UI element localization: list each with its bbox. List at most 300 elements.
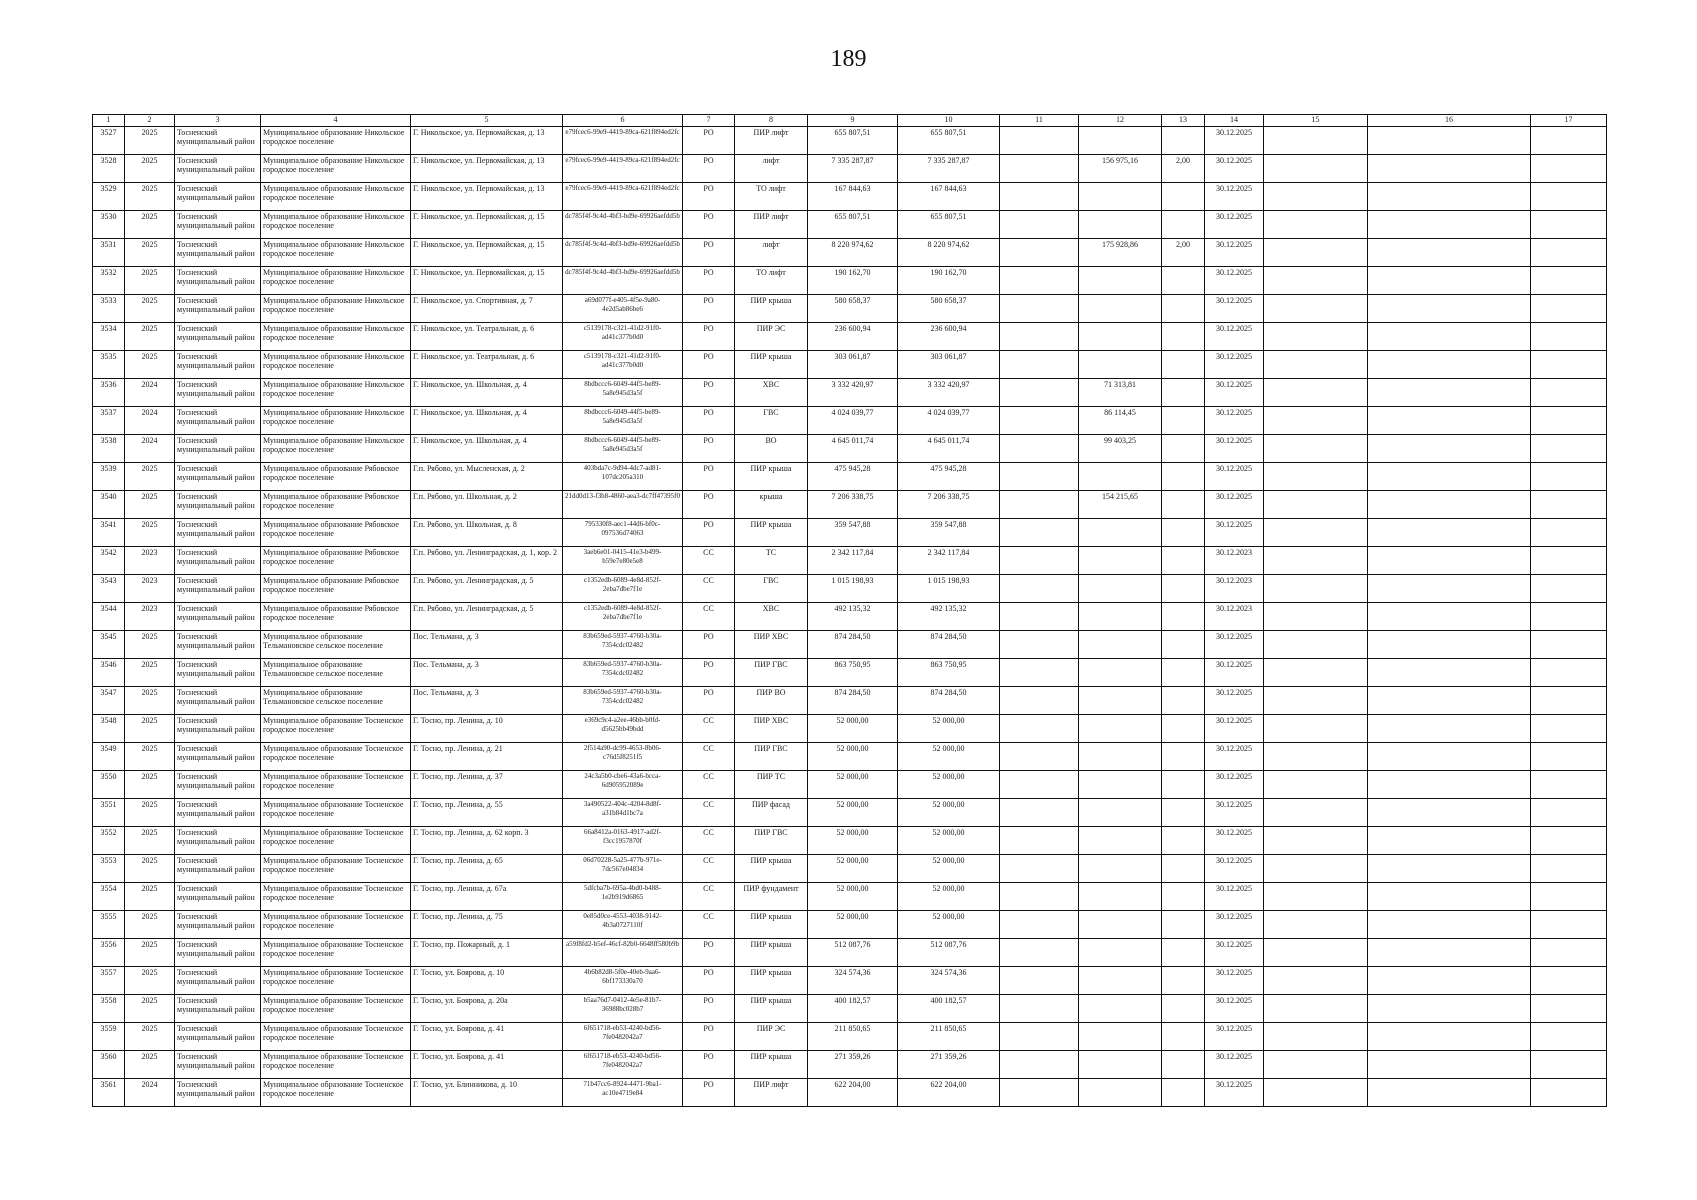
table-cell-col-17	[1531, 1051, 1607, 1079]
table-cell-col-15	[1264, 323, 1368, 351]
table-cell-col-16	[1368, 183, 1531, 211]
table-row	[93, 743, 1607, 771]
table-cell-col-14: 30.12.2025	[1205, 155, 1264, 183]
table-cell-col-14: 30.12.2025	[1205, 883, 1264, 911]
table-cell-col-9: 622 204,00	[808, 1079, 898, 1107]
table-cell-col-4: Муниципальное образование Тосненское городское поселение	[261, 883, 411, 911]
table-cell-col-4: Муниципальное образование Рябовское городское поселение	[261, 519, 411, 547]
table-cell-col-6: e369c9c4-a2ee-46bb-b0fd-d5625bb49bdd	[563, 715, 683, 743]
table-cell-col-11	[1000, 715, 1079, 743]
table-cell-col-7: РО	[683, 631, 735, 659]
table-cell-col-5: Г. Тосно, пр. Пожарный, д. 1	[411, 939, 563, 967]
table-cell-col-14: 30.12.2025	[1205, 1051, 1264, 1079]
table-cell-col-6: 71b47cc6-8924-4471-9ba1-ac10e4719e84	[563, 1079, 683, 1107]
table-cell-col-7: РО	[683, 435, 735, 463]
table-row	[93, 379, 1607, 407]
table-cell-col-7: РО	[683, 687, 735, 715]
table-cell-col-11	[1000, 855, 1079, 883]
table-cell-col-12	[1079, 659, 1162, 687]
table-cell-col-16	[1368, 967, 1531, 995]
column-number-cell: 12	[1079, 115, 1162, 127]
table-row	[93, 827, 1607, 855]
table-cell-col-11	[1000, 771, 1079, 799]
table-cell-col-9: 324 574,36	[808, 967, 898, 995]
table-cell-col-2: 2023	[125, 547, 175, 575]
table-cell-col-15	[1264, 799, 1368, 827]
column-number-cell: 11	[1000, 115, 1079, 127]
table-cell-col-17	[1531, 883, 1607, 911]
table-cell-col-5: Г. Никольское, ул. Школьная, д. 4	[411, 379, 563, 407]
table-cell-col-1: 3530	[93, 211, 125, 239]
table-cell-col-7: СС	[683, 547, 735, 575]
table-cell-col-5: Г. Никольское, ул. Первомайская, д. 13	[411, 127, 563, 155]
table-cell-col-10: 7 206 338,75	[898, 491, 1000, 519]
table-cell-col-15	[1264, 463, 1368, 491]
table-cell-col-6: dc785f4f-9c4d-4bf3-bd9e-69926aefdd5b	[563, 239, 683, 267]
table-cell-col-14: 30.12.2025	[1205, 435, 1264, 463]
table-cell-col-13	[1162, 575, 1205, 603]
table-cell-col-9: 236 600,94	[808, 323, 898, 351]
table-cell-col-6: 83b659ed-5937-4760-b30a-7354cdc02482	[563, 659, 683, 687]
table-cell-col-16	[1368, 799, 1531, 827]
table-cell-col-10: 2 342 117,84	[898, 547, 1000, 575]
table-cell-col-3: Тосненский муниципальный район	[175, 827, 261, 855]
table-cell-col-2: 2025	[125, 155, 175, 183]
table-cell-col-7: РО	[683, 323, 735, 351]
table-row	[93, 715, 1607, 743]
table-cell-col-15	[1264, 211, 1368, 239]
table-cell-col-13	[1162, 295, 1205, 323]
table-cell-col-2: 2025	[125, 351, 175, 379]
column-number-cell: 3	[175, 115, 261, 127]
table-cell-col-2: 2025	[125, 295, 175, 323]
table-cell-col-7: РО	[683, 379, 735, 407]
table-cell-col-6: 83b659ed-5937-4760-b30a-7354cdc02482	[563, 631, 683, 659]
table-cell-col-9: 475 945,28	[808, 463, 898, 491]
table-cell-col-15	[1264, 407, 1368, 435]
table-cell-col-12: 154 215,65	[1079, 491, 1162, 519]
column-number-cell: 2	[125, 115, 175, 127]
table-cell-col-10: 211 850,65	[898, 1023, 1000, 1051]
table-cell-col-11	[1000, 155, 1079, 183]
table-cell-col-7: РО	[683, 1023, 735, 1051]
table-cell-col-6: dc785f4f-9c4d-4bf3-bd9e-69926aefdd5b	[563, 211, 683, 239]
table-cell-col-12	[1079, 1079, 1162, 1107]
table-cell-col-16	[1368, 267, 1531, 295]
table-row	[93, 435, 1607, 463]
table-cell-col-7: СС	[683, 715, 735, 743]
table-cell-col-6: 66a8412a-0163-4917-ad2f-f3cc1957870f	[563, 827, 683, 855]
table-cell-col-2: 2025	[125, 883, 175, 911]
table-cell-col-9: 874 284,50	[808, 631, 898, 659]
table-cell-col-7: СС	[683, 799, 735, 827]
table-cell-col-13	[1162, 1079, 1205, 1107]
table-cell-col-3: Тосненский муниципальный район	[175, 519, 261, 547]
table-cell-col-14: 30.12.2025	[1205, 519, 1264, 547]
table-cell-col-7: РО	[683, 995, 735, 1023]
table-cell-col-6: 2f514a90-dc99-4653-8b06-c76d5f8251f5	[563, 743, 683, 771]
table-cell-col-9: 52 000,00	[808, 715, 898, 743]
table-cell-col-13	[1162, 463, 1205, 491]
table-cell-col-1: 3548	[93, 715, 125, 743]
table-cell-col-17	[1531, 519, 1607, 547]
table-cell-col-7: РО	[683, 127, 735, 155]
table-cell-col-16	[1368, 883, 1531, 911]
table-cell-col-14: 30.12.2025	[1205, 855, 1264, 883]
table-cell-col-2: 2023	[125, 603, 175, 631]
table-cell-col-5: Г. Никольское, ул. Первомайская, д. 13	[411, 183, 563, 211]
table-cell-col-3: Тосненский муниципальный район	[175, 239, 261, 267]
table-cell-col-3: Тосненский муниципальный район	[175, 267, 261, 295]
table-cell-col-8: ПИР крыша	[735, 911, 808, 939]
table-cell-col-11	[1000, 687, 1079, 715]
table-cell-col-4: Муниципальное образование Тосненское городское поселение	[261, 715, 411, 743]
table-cell-col-2: 2025	[125, 267, 175, 295]
table-cell-col-5: Г. Тосно, пр. Ленина, д. 67а	[411, 883, 563, 911]
table-cell-col-4: Муниципальное образование Тельмановское сельское поселение	[261, 687, 411, 715]
column-number-cell: 4	[261, 115, 411, 127]
table-cell-col-6: e79fcec6-99e9-4419-89ca-621f894ed2fc	[563, 155, 683, 183]
table-cell-col-15	[1264, 603, 1368, 631]
table-cell-col-16	[1368, 575, 1531, 603]
table-cell-col-6: 8bdbccc6-6049-44f5-be89-5a8e945d3a5f	[563, 435, 683, 463]
table-cell-col-8: ПИР крыша	[735, 519, 808, 547]
table-cell-col-9: 580 658,37	[808, 295, 898, 323]
registry-table	[92, 114, 1607, 1107]
table-cell-col-3: Тосненский муниципальный район	[175, 155, 261, 183]
table-cell-col-15	[1264, 183, 1368, 211]
table-cell-col-13: 2,00	[1162, 239, 1205, 267]
table-cell-col-6: 21dd0d13-f3b8-4860-aea3-dc7ff47395f0	[563, 491, 683, 519]
table-cell-col-4: Муниципальное образование Тельмановское сельское поселение	[261, 631, 411, 659]
table-cell-col-15	[1264, 687, 1368, 715]
table-cell-col-8: ПИР фасад	[735, 799, 808, 827]
table-row	[93, 1079, 1607, 1107]
table-cell-col-4: Муниципальное образование Никольское городское поселение	[261, 351, 411, 379]
table-cell-col-4: Муниципальное образование Тосненское городское поселение	[261, 743, 411, 771]
table-cell-col-14: 30.12.2025	[1205, 1023, 1264, 1051]
table-cell-col-8: ТО лифт	[735, 183, 808, 211]
table-cell-col-6: c5139178-c321-41d2-91f0-ad41c377b0d0	[563, 323, 683, 351]
table-cell-col-3: Тосненский муниципальный район	[175, 323, 261, 351]
table-cell-col-9: 400 182,57	[808, 995, 898, 1023]
table-cell-col-2: 2025	[125, 491, 175, 519]
table-cell-col-5: Г. Тосно, пр. Ленина, д. 62 корп. 3	[411, 827, 563, 855]
table-row	[93, 491, 1607, 519]
table-cell-col-12: 156 975,16	[1079, 155, 1162, 183]
table-cell-col-9: 655 807,51	[808, 127, 898, 155]
table-cell-col-12	[1079, 211, 1162, 239]
table-cell-col-2: 2025	[125, 183, 175, 211]
column-number-cell: 17	[1531, 115, 1607, 127]
table-cell-col-15	[1264, 855, 1368, 883]
table-cell-col-7: РО	[683, 1079, 735, 1107]
table-cell-col-1: 3547	[93, 687, 125, 715]
table-cell-col-7: СС	[683, 855, 735, 883]
table-cell-col-5: Г.п. Рябово, ул. Ленинградская, д. 5	[411, 575, 563, 603]
table-row	[93, 659, 1607, 687]
table-cell-col-11	[1000, 799, 1079, 827]
table-cell-col-10: 52 000,00	[898, 799, 1000, 827]
table-cell-col-11	[1000, 575, 1079, 603]
table-cell-col-7: РО	[683, 211, 735, 239]
table-row	[93, 995, 1607, 1023]
table-cell-col-5: Г.п. Рябово, ул. Мысленская, д. 2	[411, 463, 563, 491]
table-cell-col-1: 3536	[93, 379, 125, 407]
table-cell-col-10: 236 600,94	[898, 323, 1000, 351]
table-cell-col-3: Тосненский муниципальный район	[175, 743, 261, 771]
table-cell-col-8: ГВС	[735, 407, 808, 435]
table-body	[93, 127, 1607, 1107]
table-cell-col-8: ПИР лифт	[735, 211, 808, 239]
table-cell-col-10: 863 750,95	[898, 659, 1000, 687]
table-cell-col-12	[1079, 743, 1162, 771]
table-cell-col-4: Муниципальное образование Тосненское городское поселение	[261, 855, 411, 883]
table-cell-col-2: 2025	[125, 771, 175, 799]
table-cell-col-13	[1162, 127, 1205, 155]
table-row	[93, 771, 1607, 799]
table-cell-col-10: 655 807,51	[898, 211, 1000, 239]
table-cell-col-11	[1000, 995, 1079, 1023]
table-cell-col-8: ПИР крыша	[735, 855, 808, 883]
table-cell-col-8: ХВС	[735, 603, 808, 631]
table-cell-col-17	[1531, 967, 1607, 995]
table-cell-col-4: Муниципальное образование Никольское городское поселение	[261, 295, 411, 323]
table-cell-col-16	[1368, 435, 1531, 463]
table-cell-col-13	[1162, 351, 1205, 379]
table-cell-col-3: Тосненский муниципальный район	[175, 715, 261, 743]
table-cell-col-15	[1264, 351, 1368, 379]
table-cell-col-2: 2025	[125, 631, 175, 659]
table-cell-col-17	[1531, 127, 1607, 155]
table-cell-col-17	[1531, 911, 1607, 939]
table-cell-col-16	[1368, 295, 1531, 323]
table-cell-col-11	[1000, 127, 1079, 155]
table-cell-col-8: ПИР ТС	[735, 771, 808, 799]
table-cell-col-5: Г. Никольское, ул. Школьная, д. 4	[411, 435, 563, 463]
table-cell-col-2: 2023	[125, 575, 175, 603]
table-cell-col-3: Тосненский муниципальный район	[175, 127, 261, 155]
table-cell-col-7: СС	[683, 771, 735, 799]
table-cell-col-8: ПИР лифт	[735, 1079, 808, 1107]
table-cell-col-17	[1531, 155, 1607, 183]
table-cell-col-11	[1000, 547, 1079, 575]
table-cell-col-12	[1079, 603, 1162, 631]
table-row	[93, 547, 1607, 575]
table-cell-col-3: Тосненский муниципальный район	[175, 659, 261, 687]
table-cell-col-3: Тосненский муниципальный район	[175, 1051, 261, 1079]
table-cell-col-15	[1264, 295, 1368, 323]
table-cell-col-17	[1531, 939, 1607, 967]
table-cell-col-14: 30.12.2025	[1205, 715, 1264, 743]
table-row	[93, 239, 1607, 267]
table-cell-col-10: 400 182,57	[898, 995, 1000, 1023]
table-cell-col-11	[1000, 1051, 1079, 1079]
table-cell-col-16	[1368, 911, 1531, 939]
table-cell-col-7: РО	[683, 183, 735, 211]
table-cell-col-11	[1000, 911, 1079, 939]
table-cell-col-11	[1000, 1023, 1079, 1051]
table-cell-col-17	[1531, 267, 1607, 295]
table-cell-col-2: 2025	[125, 127, 175, 155]
table-cell-col-4: Муниципальное образование Тосненское городское поселение	[261, 827, 411, 855]
table-cell-col-13	[1162, 1023, 1205, 1051]
table-cell-col-3: Тосненский муниципальный район	[175, 463, 261, 491]
table-cell-col-4: Муниципальное образование Тосненское городское поселение	[261, 1051, 411, 1079]
table-cell-col-14: 30.12.2025	[1205, 995, 1264, 1023]
table-cell-col-8: ПИР фундамент	[735, 883, 808, 911]
table-cell-col-16	[1368, 239, 1531, 267]
table-cell-col-11	[1000, 295, 1079, 323]
table-cell-col-5: Г. Никольское, ул. Театральная, д. 6	[411, 351, 563, 379]
column-number-cell: 6	[563, 115, 683, 127]
table-cell-col-7: СС	[683, 883, 735, 911]
table-cell-col-9: 492 135,32	[808, 603, 898, 631]
table-cell-col-6: 6f651718-eb53-4240-bd56-7fe0482042a7	[563, 1023, 683, 1051]
table-cell-col-4: Муниципальное образование Никольское городское поселение	[261, 155, 411, 183]
table-cell-col-12: 86 114,45	[1079, 407, 1162, 435]
table-cell-col-4: Муниципальное образование Тосненское городское поселение	[261, 911, 411, 939]
table-cell-col-13	[1162, 631, 1205, 659]
table-cell-col-12	[1079, 855, 1162, 883]
table-cell-col-15	[1264, 883, 1368, 911]
table-cell-col-16	[1368, 771, 1531, 799]
table-cell-col-8: ХВС	[735, 379, 808, 407]
table-cell-col-10: 1 015 198,93	[898, 575, 1000, 603]
table-cell-col-15	[1264, 939, 1368, 967]
table-cell-col-13	[1162, 519, 1205, 547]
table-cell-col-12	[1079, 715, 1162, 743]
table-cell-col-5: Г. Тосно, пр. Ленина, д. 37	[411, 771, 563, 799]
table-row	[93, 939, 1607, 967]
table-cell-col-17	[1531, 687, 1607, 715]
table-row	[93, 211, 1607, 239]
table-cell-col-12	[1079, 575, 1162, 603]
table-cell-col-9: 4 645 011,74	[808, 435, 898, 463]
table-cell-col-11	[1000, 239, 1079, 267]
table-cell-col-4: Муниципальное образование Рябовское городское поселение	[261, 463, 411, 491]
table-cell-col-5: Г. Тосно, ул. Боярова, д. 41	[411, 1023, 563, 1051]
table-cell-col-2: 2025	[125, 1023, 175, 1051]
table-cell-col-16	[1368, 715, 1531, 743]
table-cell-col-13	[1162, 547, 1205, 575]
table-cell-col-4: Муниципальное образование Тосненское городское поселение	[261, 799, 411, 827]
table-cell-col-5: Г. Тосно, ул. Боярова, д. 10	[411, 967, 563, 995]
table-cell-col-12	[1079, 883, 1162, 911]
table-cell-col-9: 52 000,00	[808, 827, 898, 855]
table-cell-col-3: Тосненский муниципальный район	[175, 407, 261, 435]
table-cell-col-11	[1000, 631, 1079, 659]
table-cell-col-1: 3561	[93, 1079, 125, 1107]
table-cell-col-14: 30.12.2023	[1205, 603, 1264, 631]
table-cell-col-8: ПИР ЭС	[735, 1023, 808, 1051]
table-cell-col-10: 492 135,32	[898, 603, 1000, 631]
table-cell-col-3: Тосненский муниципальный район	[175, 603, 261, 631]
table-cell-col-2: 2025	[125, 799, 175, 827]
table-cell-col-13: 2,00	[1162, 155, 1205, 183]
table-cell-col-6: 24c3a5b0-cbe6-43a6-bcca-6d905952089e	[563, 771, 683, 799]
table-cell-col-16	[1368, 379, 1531, 407]
table-cell-col-11	[1000, 211, 1079, 239]
table-cell-col-11	[1000, 603, 1079, 631]
table-cell-col-11	[1000, 351, 1079, 379]
table-cell-col-13	[1162, 211, 1205, 239]
table-cell-col-1: 3543	[93, 575, 125, 603]
table-cell-col-9: 52 000,00	[808, 771, 898, 799]
table-cell-col-1: 3534	[93, 323, 125, 351]
table-row	[93, 295, 1607, 323]
table-cell-col-13	[1162, 827, 1205, 855]
table-cell-col-16	[1368, 995, 1531, 1023]
table-cell-col-9: 359 547,88	[808, 519, 898, 547]
table-cell-col-15	[1264, 743, 1368, 771]
table-cell-col-1: 3531	[93, 239, 125, 267]
table-cell-col-17	[1531, 463, 1607, 491]
table-cell-col-12	[1079, 771, 1162, 799]
table-row	[93, 631, 1607, 659]
table-cell-col-8: ПИР ХВС	[735, 631, 808, 659]
table-cell-col-15	[1264, 239, 1368, 267]
table-cell-col-9: 863 750,95	[808, 659, 898, 687]
table-cell-col-4: Муниципальное образование Никольское городское поселение	[261, 435, 411, 463]
table-cell-col-14: 30.12.2025	[1205, 939, 1264, 967]
table-cell-col-1: 3551	[93, 799, 125, 827]
table-cell-col-9: 1 015 198,93	[808, 575, 898, 603]
table-cell-col-9: 190 162,70	[808, 267, 898, 295]
table-cell-col-5: Г. Тосно, пр. Ленина, д. 55	[411, 799, 563, 827]
table-cell-col-14: 30.12.2025	[1205, 323, 1264, 351]
table-cell-col-1: 3556	[93, 939, 125, 967]
table-cell-col-8: ПИР крыша	[735, 351, 808, 379]
table-cell-col-1: 3545	[93, 631, 125, 659]
table-cell-col-8: ПИР крыша	[735, 463, 808, 491]
table-cell-col-6: dc785f4f-9c4d-4bf3-bd9e-69926aefdd5b	[563, 267, 683, 295]
table-cell-col-13	[1162, 855, 1205, 883]
table-cell-col-9: 7 206 338,75	[808, 491, 898, 519]
table-cell-col-2: 2025	[125, 239, 175, 267]
table-cell-col-17	[1531, 1023, 1607, 1051]
table-cell-col-3: Тосненский муниципальный район	[175, 295, 261, 323]
table-cell-col-2: 2024	[125, 379, 175, 407]
table-cell-col-12	[1079, 827, 1162, 855]
table-cell-col-14: 30.12.2023	[1205, 575, 1264, 603]
table-cell-col-17	[1531, 631, 1607, 659]
table-cell-col-13	[1162, 883, 1205, 911]
table-cell-col-3: Тосненский муниципальный район	[175, 687, 261, 715]
table-cell-col-10: 512 087,76	[898, 939, 1000, 967]
table-cell-col-5: Пос. Тельмана, д. 3	[411, 631, 563, 659]
table-cell-col-4: Муниципальное образование Тосненское городское поселение	[261, 1079, 411, 1107]
table-cell-col-6: 4b6b82d8-5f0e-40eb-9aa6-6bf173330a70	[563, 967, 683, 995]
table-cell-col-15	[1264, 1023, 1368, 1051]
table-cell-col-10: 475 945,28	[898, 463, 1000, 491]
table-cell-col-5: Г. Тосно, ул. Боярова, д. 20а	[411, 995, 563, 1023]
table-cell-col-1: 3554	[93, 883, 125, 911]
table-cell-col-6: 795330f8-aec1-44d6-bf0c-097536d74063	[563, 519, 683, 547]
table-cell-col-2: 2025	[125, 911, 175, 939]
table-cell-col-14: 30.12.2025	[1205, 267, 1264, 295]
table-cell-col-5: Г. Тосно, ул. Боярова, д. 41	[411, 1051, 563, 1079]
table-cell-col-12	[1079, 939, 1162, 967]
table-cell-col-6: b5aa76d7-0412-4e5e-81b7-36988bc028b7	[563, 995, 683, 1023]
table-cell-col-13	[1162, 435, 1205, 463]
table-cell-col-7: РО	[683, 239, 735, 267]
table-cell-col-9: 874 284,50	[808, 687, 898, 715]
table-cell-col-13	[1162, 771, 1205, 799]
table-cell-col-8: ПИР крыша	[735, 295, 808, 323]
column-number-cell: 15	[1264, 115, 1368, 127]
table-cell-col-17	[1531, 435, 1607, 463]
